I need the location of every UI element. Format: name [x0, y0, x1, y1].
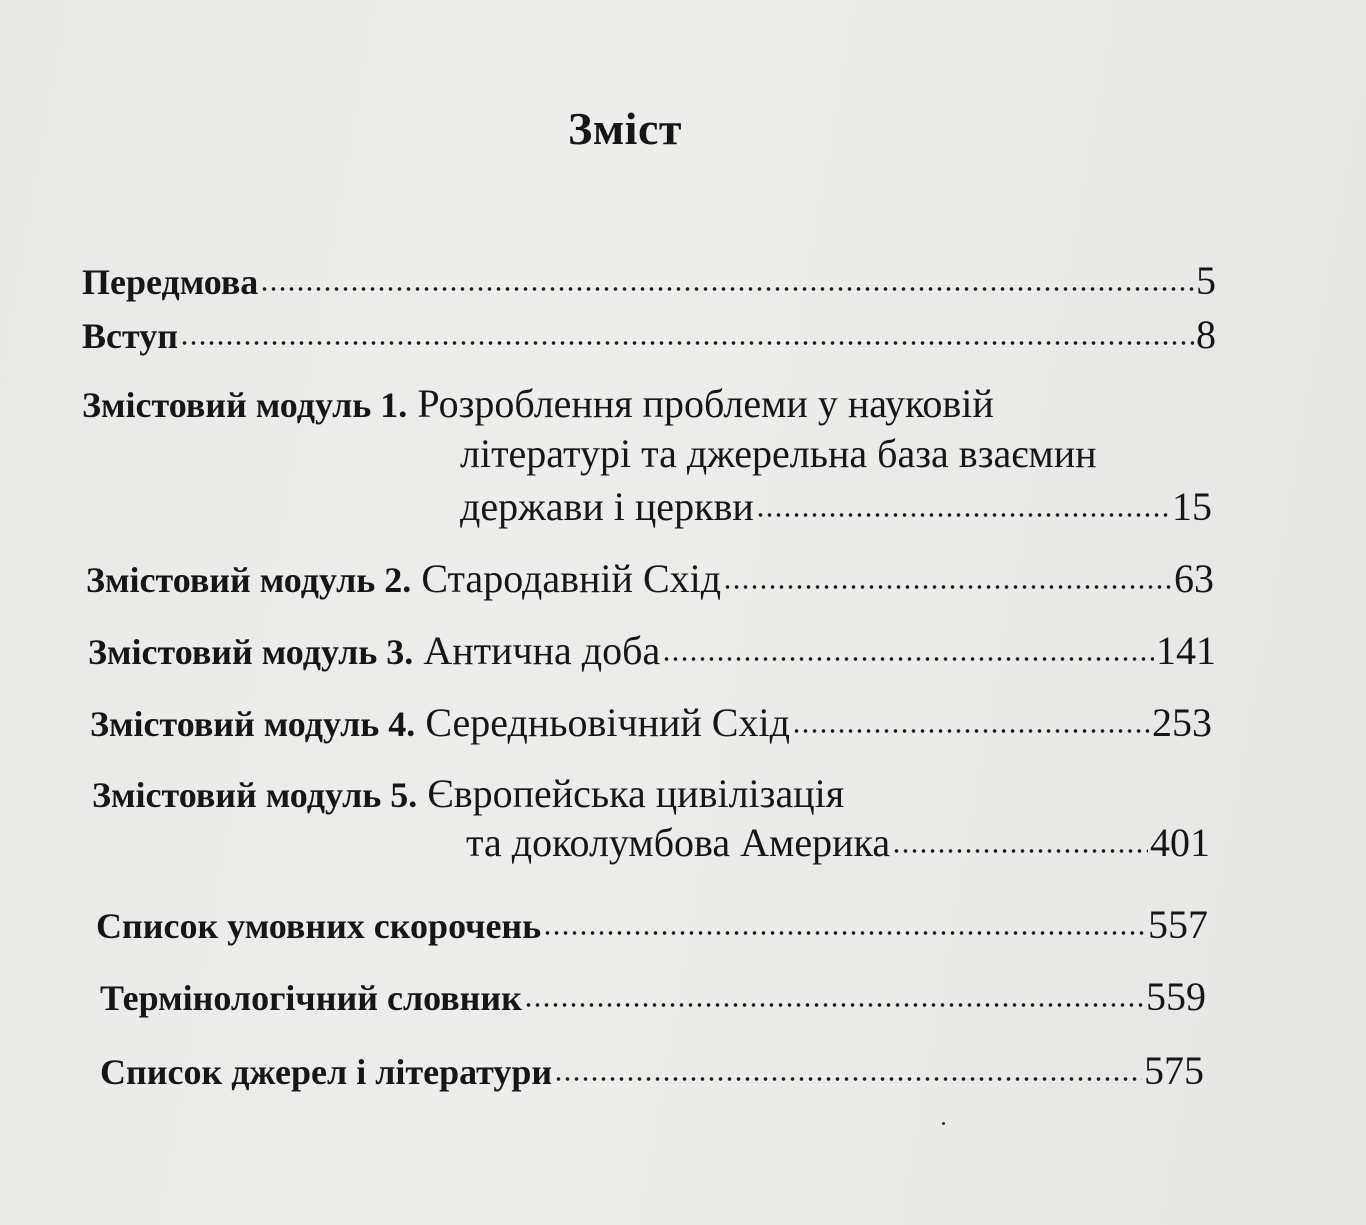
toc-label: Змістовий модуль 3.: [88, 632, 414, 672]
toc-page-number: 253: [1152, 700, 1212, 745]
toc-title-continuation: літературі та джерельна база взаємин: [460, 431, 1097, 476]
toc-label: Список умовних скорочень: [96, 906, 542, 946]
dot-leader: [892, 816, 1148, 856]
dot-leader: [543, 898, 1146, 938]
toc-label: Змістовий модуль 4.: [90, 704, 416, 744]
toc-title-continuation: та доколумбова Америка: [466, 820, 891, 865]
toc-entry-module-2: [86, 552, 1214, 604]
toc-entry-module-1-end: [460, 480, 1212, 531]
toc-page-number: 557: [1148, 902, 1208, 947]
toc-title: Розроблення проблеми у науковій: [417, 381, 994, 426]
toc-page-number: 141: [1156, 628, 1216, 673]
toc-label: Термінологічний словник: [100, 978, 522, 1018]
toc-page-number: 559: [1146, 974, 1206, 1019]
toc-label: Список джерел і літератури: [100, 1052, 553, 1092]
dot-leader: [662, 624, 1154, 664]
toc-label: Вступ: [82, 316, 178, 356]
dot-leader: [180, 308, 1194, 348]
toc-entry-glossary: [100, 970, 1206, 1022]
toc-title: Середньовічний Схід: [425, 700, 790, 745]
toc-title-continuation: держави і церкви: [460, 484, 754, 529]
toc-page-number: 63: [1174, 556, 1214, 601]
toc-label: Змістовий модуль 2.: [86, 560, 412, 600]
toc-entry-module-4: [90, 696, 1212, 748]
toc-page-number: 15: [1172, 484, 1212, 529]
dot-leader: [260, 254, 1194, 294]
toc-label: Змістовий модуль 5.: [92, 775, 418, 815]
toc-entry-module-3: [88, 624, 1216, 676]
toc-label: Передмова: [82, 262, 259, 302]
toc-title: Антична доба: [423, 628, 661, 673]
dot-leader: [756, 480, 1170, 520]
dot-leader: [792, 696, 1150, 736]
toc-page-number: 5: [1196, 258, 1216, 303]
toc-entry-module-5: [92, 770, 1192, 819]
toc-page-number: 575: [1144, 1048, 1204, 1093]
toc-title: Європейська цивілізація: [427, 771, 845, 816]
dot-leader: [524, 970, 1144, 1010]
toc-entry-abbreviations: [96, 898, 1208, 950]
toc-page-number: 8: [1196, 312, 1216, 357]
toc-page-number: 401: [1150, 820, 1210, 865]
ink-speck: [942, 1122, 945, 1125]
toc-entry-foreword: [82, 254, 1216, 306]
toc-entry-bibliography: [100, 1044, 1204, 1096]
toc-entry-introduction: [82, 308, 1216, 360]
toc-title: Стародавній Схід: [421, 556, 722, 601]
toc-entry-module-1: [82, 380, 1216, 429]
toc-entry-module-5-end: [466, 816, 1210, 867]
dot-leader: [723, 552, 1172, 592]
page-title: Зміст: [568, 103, 682, 154]
dot-leader: [554, 1044, 1142, 1084]
toc-label: Змістовий модуль 1.: [82, 385, 408, 425]
